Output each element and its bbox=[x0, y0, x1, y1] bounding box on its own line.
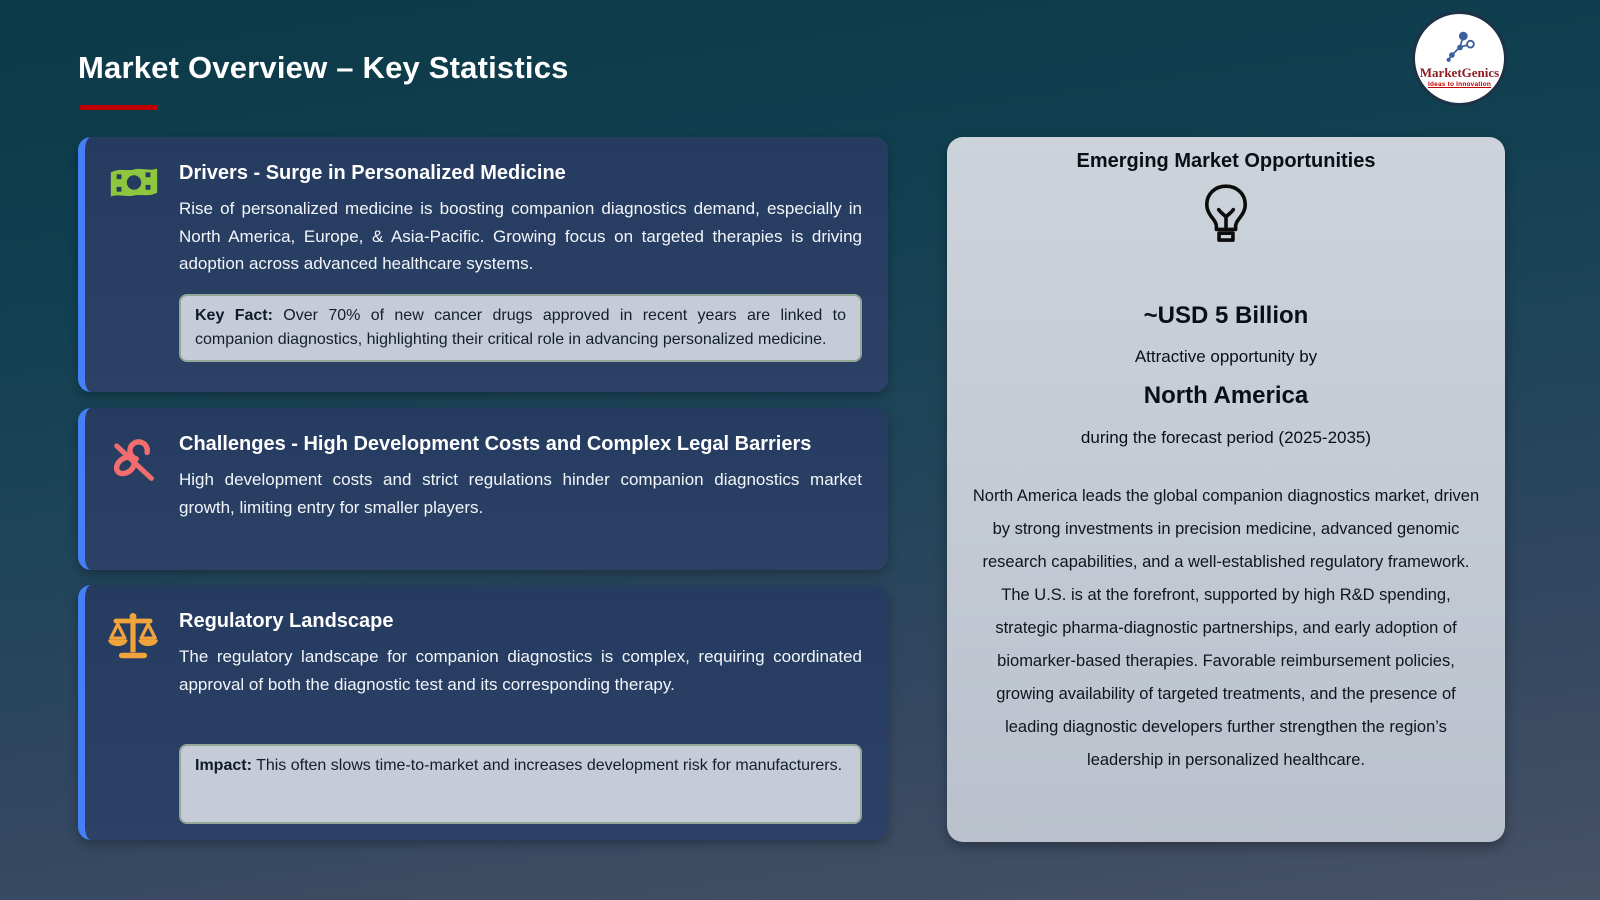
opportunity-description: North America leads the global companion diagnostics market, driven by strong investments in precision medicine, advanced genomic research capabilities, and a well-established regulatory framework. The U.S. is at the forefront, supported by high R&D spending, strategic pharma-diagnostic partnerships, and early adoption of biomarker-based therapies. Favorable reimbursement policies, growing availability of targeted treatments, and the presence of leading diagnostic developers further strengthen the region’s leadership in personalized healthcare. bbox=[972, 487, 1480, 769]
card-body: Rise of personalized medicine is boosting companion diagnostics demand, especially in North America, Europe, & Asia-Pacific. Growing focus on targeted therapies is driving adoption across advanced healthcare systems. bbox=[179, 199, 862, 274]
key-fact-text: Over 70% of new cancer drugs approved in recent years are linked to companion diagnostics, highlighting their critical role in advancing personalized medicine. bbox=[195, 306, 846, 348]
key-fact-box bbox=[179, 294, 862, 362]
scales-icon bbox=[107, 609, 165, 828]
logo-name: MarketGenics bbox=[1419, 65, 1500, 80]
card-regulatory bbox=[78, 585, 888, 840]
card-title: Challenges - High Development Costs and Complex Legal Barriers bbox=[179, 433, 812, 455]
page-title: Market Overview – Key Statistics bbox=[78, 50, 569, 85]
card-body: The regulatory landscape for companion diagnostics is complex, requiring coordinated approval of both the diagnostic test and its corresponding therapy. bbox=[179, 647, 862, 694]
impact-label: Impact: bbox=[195, 757, 252, 775]
card-title: Drivers - Surge in Personalized Medicine bbox=[179, 162, 566, 184]
impact-box bbox=[179, 744, 862, 824]
key-fact-label: Key Fact: bbox=[195, 306, 273, 324]
opportunity-period: during the forecast period (2025-2035) bbox=[1080, 428, 1372, 447]
company-logo bbox=[1412, 11, 1507, 106]
money-banknote-icon bbox=[107, 161, 165, 380]
opportunity-region: North America bbox=[1143, 382, 1309, 409]
broken-link-icon bbox=[107, 432, 165, 558]
card-drivers bbox=[78, 137, 888, 392]
opportunity-panel bbox=[947, 137, 1505, 842]
lightbulb-icon bbox=[1202, 183, 1250, 247]
molecule-icon bbox=[1441, 29, 1479, 66]
card-title: Regulatory Landscape bbox=[179, 610, 394, 632]
title-underline bbox=[80, 105, 158, 110]
impact-text: This often slows time-to-market and increases development risk for manufacturers. bbox=[256, 757, 843, 775]
card-challenges bbox=[78, 408, 888, 570]
logo-tagline: Ideas to Innovation bbox=[1427, 81, 1492, 88]
opportunity-title: Emerging Market Opportunities bbox=[1076, 150, 1376, 172]
card-body: High development costs and strict regulations hinder companion diagnostics market growth, limiting entry for smaller players. bbox=[179, 470, 862, 517]
opportunity-value: ~USD 5 Billion bbox=[1143, 302, 1309, 329]
opportunity-subtitle: Attractive opportunity by bbox=[1134, 347, 1318, 366]
